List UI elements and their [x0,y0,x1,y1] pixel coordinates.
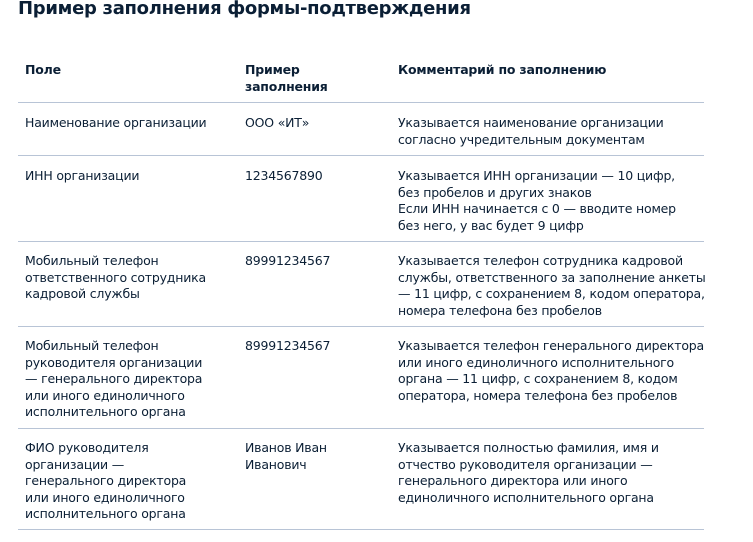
header-example [245,62,328,95]
row-field-line: ИНН организации [25,168,140,183]
row-comment-line: Указывается ИНН организации — 10 цифр, [398,168,675,183]
row-field [25,440,186,523]
row-comment-line: единоличного исполнительного органа [398,489,654,505]
row-example [245,440,327,473]
row-comment-line: органа — 11 цифр, с сохранением 8, кодом [398,371,678,386]
row-example [245,115,309,132]
table-row [18,327,704,429]
row-comment-line: без пробелов и других знаков [398,184,592,200]
header-comment-line: Комментарий по заполнению [398,62,607,77]
row-field-line: организации — [25,456,125,472]
instructions-table [18,52,704,530]
row-comment-line: службы, ответственного за заполнение анкеты [398,269,706,285]
row-comment-line: — 11 цифр, с сохранением 8, кодом оператора, [398,286,705,301]
row-comment-line: согласно учредительным документам [398,131,645,147]
row-field-line: Наименование организации [25,115,207,130]
row-example-line: 89991234567 [245,338,331,353]
row-comment-line: без него, у вас будет 9 цифр [398,217,584,233]
row-example [245,168,323,185]
row-field-line: кадровой службы [25,286,140,301]
row-example [245,338,330,355]
row-field-line: генерального директора [25,473,187,488]
row-comment-line: номера телефона без пробелов [398,302,602,318]
row-field [25,168,139,185]
row-field [25,253,206,303]
row-example-line: 1234567890 [245,168,323,183]
row-field-line: или иного единоличного [25,387,185,403]
header-field [25,62,61,79]
table-row [18,429,704,530]
row-example-line: 89991234567 [245,253,331,268]
row-comment-line: или иного единоличного исполнительного [398,354,674,370]
row-field-line: исполнительного органа [25,404,186,419]
row-comment-line: Указывается телефон генерального директора [398,338,704,353]
row-comment [398,338,704,404]
table-header-row [18,52,704,103]
row-field-line: — генерального директора [25,371,203,386]
row-comment [398,440,659,506]
row-comment-line: Если ИНН начинается с 0 — вводите номер [398,201,676,216]
header-example-line: Пример [245,62,300,77]
row-example-line: Иванов Иван [245,440,327,455]
row-field-line: или иного единоличного [25,489,185,505]
row-comment [398,115,664,148]
table-row [18,156,704,242]
row-comment-line: Указывается полностью фамилия, имя и [398,440,659,455]
row-field-line: руководителя организации [25,354,203,370]
row-field-line: Мобильный телефон [25,338,159,353]
row-comment-line: Указывается телефон сотрудника кадровой [398,253,683,268]
row-field-line: ответственного сотрудника [25,269,206,285]
row-comment-line: оператора, номера телефона без пробелов [398,387,678,403]
row-comment-line: генерального директора или иного [398,473,628,488]
header-field-line: Поле [25,62,61,77]
row-field-line: исполнительного органа [25,506,186,521]
table-row [18,103,704,156]
table-row [18,242,704,327]
row-example-line: Иванович [245,456,307,472]
row-field-line: ФИО руководителя [25,440,149,455]
row-comment [398,168,676,234]
header-example-line: заполнения [245,78,328,94]
row-comment-line: Указывается наименование организации [398,115,664,130]
row-field [25,115,206,132]
row-example [245,253,330,270]
row-example-line: ООО «ИТ» [245,115,310,130]
row-comment-line: отчество руководителя организации — [398,456,653,472]
row-field [25,338,202,421]
header-comment [398,62,606,79]
page-title: Пример заполнения формы-подтверждения [18,0,471,19]
row-comment [398,253,706,319]
row-field-line: Мобильный телефон [25,253,159,268]
